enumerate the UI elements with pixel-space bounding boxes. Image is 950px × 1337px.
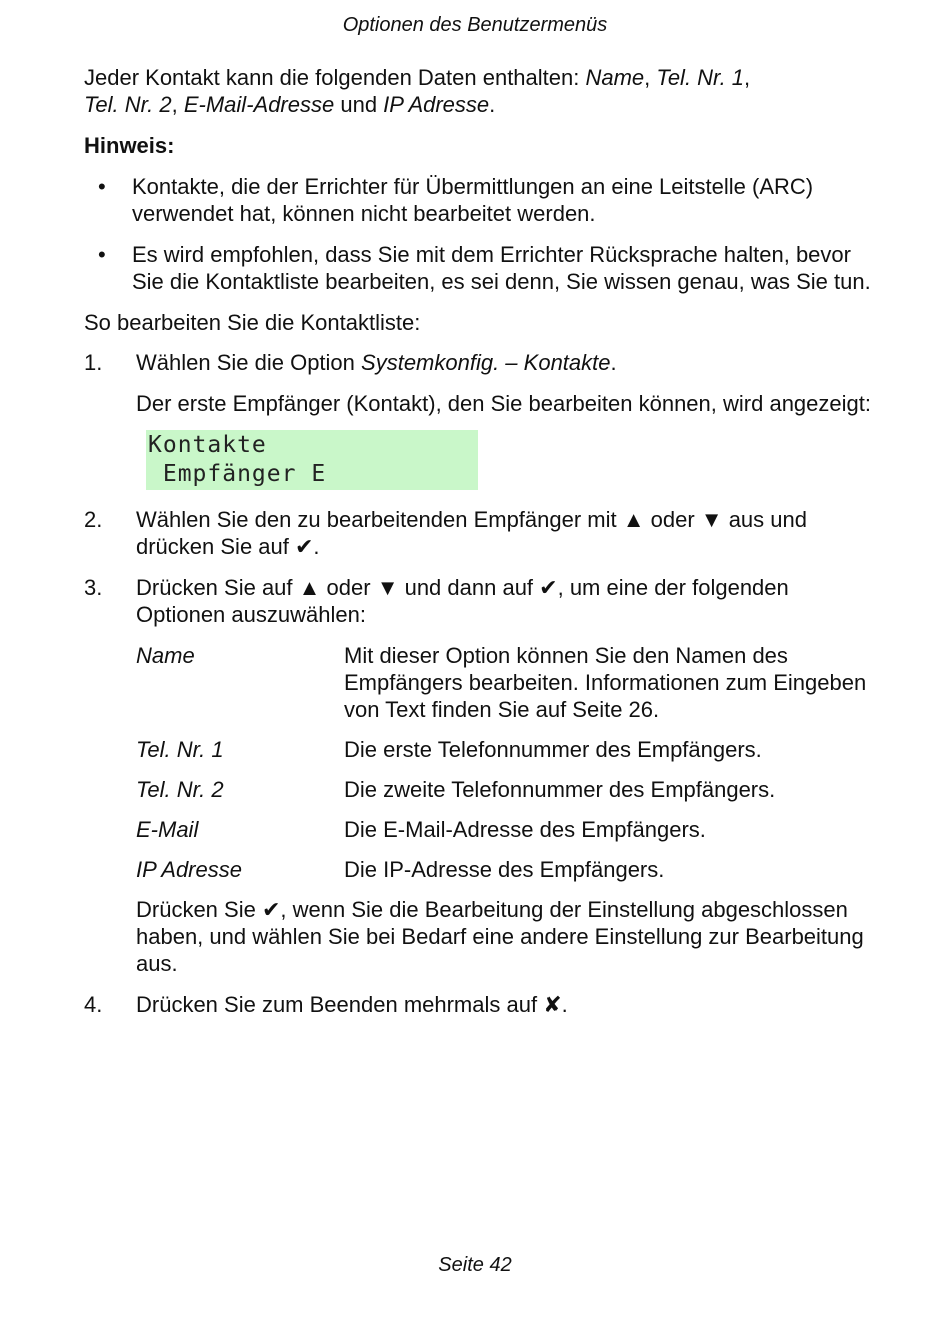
step-text-part: Drücken Sie zum Beenden mehrmals auf — [136, 992, 544, 1017]
option-row — [136, 816, 874, 843]
field-ip: IP Adresse — [383, 92, 490, 117]
intro-text: Jeder Kontakt kann die folgenden Daten enthalten: — [84, 65, 586, 90]
procedure-steps — [84, 349, 874, 1018]
step-text-part: . — [313, 534, 320, 559]
option-row — [136, 642, 874, 723]
bullet-icon: • — [98, 242, 106, 267]
step-text-part: , wenn Sie die Bearbeitung der Einstellung abgeschlossen haben, und wählen Sie bei Bedarf eine andere Einstellung zur Bearbeitung aus. — [136, 897, 864, 976]
cross-icon: ✘ — [543, 992, 562, 1017]
arrow-up-icon: ▲ — [622, 507, 645, 532]
note-list — [84, 173, 874, 295]
option-description: Die E-Mail-Adresse des Empfängers. — [344, 817, 706, 842]
step-2 — [84, 506, 874, 560]
checkmark-icon: ✔ — [539, 575, 558, 600]
step-text-part: . — [610, 350, 617, 375]
field-email: E-Mail-Adresse — [183, 92, 335, 117]
arrow-down-icon: ▼ — [700, 507, 723, 532]
note-heading: Hinweis: — [84, 133, 175, 158]
option-row — [136, 776, 874, 803]
step-number: 3. — [84, 575, 103, 600]
bullet-icon: • — [98, 174, 106, 199]
option-term: Name — [136, 643, 195, 668]
intro-sep: , — [171, 92, 184, 117]
note-text: Es wird empfohlen, dass Sie mit dem Errichter Rücksprache halten, bevor Sie die Kontaktliste bearbeiten, es sei denn, Sie wissen genau, was Sie tun. — [132, 242, 871, 294]
option-description: Die zweite Telefonnummer des Empfängers. — [344, 777, 776, 802]
note-text: Kontakte, die der Errichter für Übermittlungen an eine Leitstelle (ARC) verwendet hat, können nicht bearbeitet werden. — [132, 174, 814, 226]
option-term: Tel. Nr. 2 — [136, 777, 224, 802]
field-tel2: Tel. Nr. 2 — [84, 92, 172, 117]
step-number: 1. — [84, 350, 103, 375]
options-table — [136, 642, 874, 883]
step-number: 2. — [84, 507, 103, 532]
option-row — [136, 856, 874, 883]
option-description: Die IP-Adresse des Empfängers. — [344, 857, 665, 882]
option-term: IP Adresse — [136, 857, 242, 882]
option-term: E-Mail — [136, 817, 199, 842]
step-text-part: oder — [644, 507, 701, 532]
step-text — [136, 349, 874, 376]
step-text-part: Wählen Sie den zu bearbeitenden Empfänger mit — [136, 507, 623, 532]
intro-end: . — [489, 92, 496, 117]
lcd-line-1: Kontakte — [148, 432, 267, 458]
note-item — [84, 173, 874, 227]
checkmark-icon: ✔ — [261, 897, 281, 922]
step-text — [136, 574, 874, 628]
step-text — [136, 991, 874, 1018]
lcd-line-2: Empfänger E — [148, 461, 327, 487]
option-term: Tel. Nr. 1 — [136, 737, 224, 762]
step-text-part: oder — [320, 575, 377, 600]
step-text-part: Drücken Sie — [136, 897, 262, 922]
step-subtext: Der erste Empfänger (Kontakt), den Sie bearbeiten können, wird angezeigt: — [136, 391, 871, 416]
arrow-up-icon: ▲ — [298, 575, 321, 600]
field-tel1: Tel. Nr. 1 — [656, 65, 745, 90]
arrow-down-icon: ▼ — [376, 575, 399, 600]
page-header: Optionen des Benutzermenüs — [342, 14, 608, 36]
intro-sep: und — [334, 92, 384, 117]
step-4 — [84, 991, 874, 1018]
note-item — [84, 241, 874, 295]
option-row — [136, 736, 874, 763]
step-text-part: Drücken Sie auf — [136, 575, 299, 600]
option-description: Die erste Telefonnummer des Empfängers. — [344, 737, 762, 762]
menu-path: Systemkonfig. – Kontakte — [361, 350, 611, 375]
procedure-lead: So bearbeiten Sie die Kontaktliste: — [84, 310, 421, 335]
document-body — [84, 64, 874, 1032]
step-text-part: Wählen Sie die Option — [136, 350, 362, 375]
step-text — [136, 506, 874, 560]
step-text-part: aus und drücken Sie auf — [136, 507, 807, 559]
step-text-part: , um eine der folgenden Optionen auszuwählen: — [136, 575, 789, 627]
checkmark-icon: ✔ — [294, 534, 314, 559]
page-number: Seite 42 — [438, 1254, 512, 1276]
step-3 — [84, 574, 874, 977]
step-number: 4. — [84, 992, 103, 1017]
option-description: Mit dieser Option können Sie den Namen des Empfängers bearbeiten. Informationen zum Eingeben von Text finden Sie auf Seite 26. — [344, 643, 867, 722]
step-1 — [84, 349, 874, 490]
step-text-part: und dann auf — [398, 575, 540, 600]
step-text-part: . — [561, 992, 568, 1017]
intro-paragraph — [84, 64, 874, 118]
field-name: Name — [585, 65, 645, 90]
step-followup — [136, 896, 874, 977]
intro-sep: , — [644, 65, 657, 90]
intro-sep: , — [744, 65, 751, 90]
lcd-display — [146, 430, 478, 490]
